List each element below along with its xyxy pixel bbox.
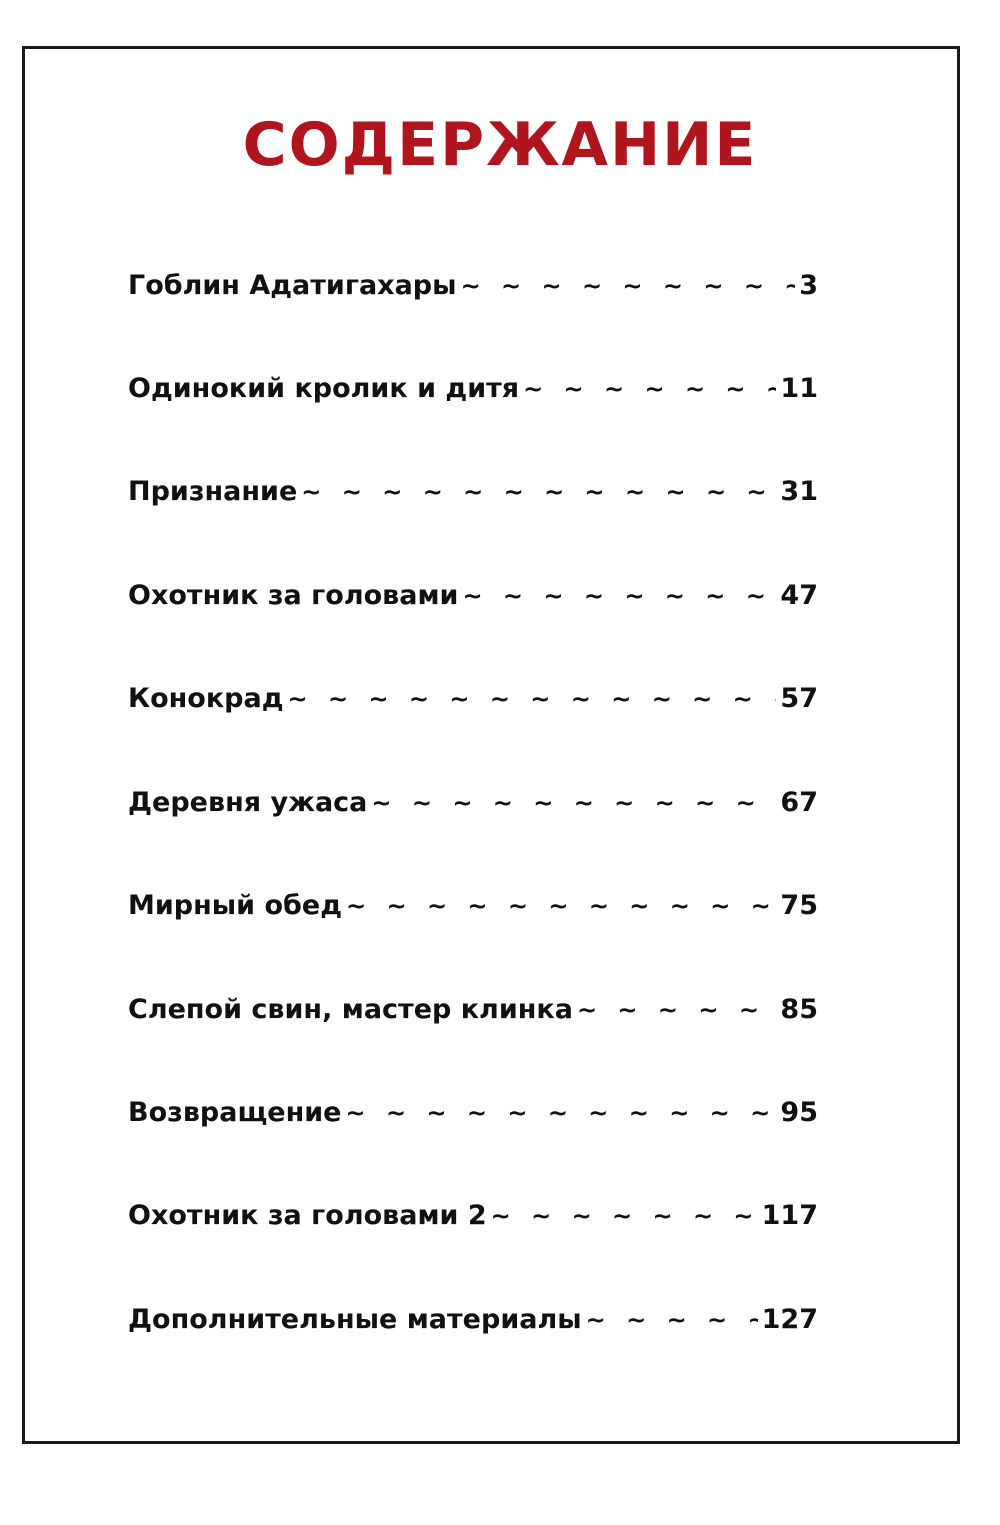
toc-entry-title: Мирный обед xyxy=(128,890,343,921)
toc-entry-title: Признание xyxy=(128,476,298,507)
toc-entry-page: 57 xyxy=(780,683,818,714)
toc-entry[interactable] xyxy=(128,1097,818,1137)
toc-entry-title: Охотник за головами 2 xyxy=(128,1200,487,1231)
toc-entry[interactable] xyxy=(128,270,818,310)
toc-entry-title: Гоблин Адатигахары xyxy=(128,270,457,301)
toc-entry-page: 67 xyxy=(780,787,818,818)
toc-entry[interactable] xyxy=(128,580,818,620)
toc-leader xyxy=(371,789,776,817)
toc-leader xyxy=(461,272,796,300)
toc-leader xyxy=(586,1306,758,1334)
toc-entry-title: Деревня ужаса xyxy=(128,787,368,818)
toc-entry-page: 95 xyxy=(780,1097,818,1128)
toc-entry[interactable] xyxy=(128,683,818,723)
toc-leader xyxy=(491,1202,758,1230)
toc-entry[interactable] xyxy=(128,890,818,930)
toc-entry-page: 75 xyxy=(780,890,818,921)
toc-leader xyxy=(288,685,777,713)
toc-entry[interactable] xyxy=(128,1304,818,1344)
toc-entry[interactable] xyxy=(128,787,818,827)
toc-entry[interactable] xyxy=(128,1200,818,1240)
page-title: СОДЕРЖАНИЕ xyxy=(242,110,758,180)
toc-entry-page: 127 xyxy=(761,1304,818,1335)
toc-entry-page: 47 xyxy=(780,580,818,611)
toc-entry[interactable] xyxy=(128,476,818,516)
toc-entry-page: 85 xyxy=(780,994,818,1025)
toc-entry-page: 117 xyxy=(761,1200,818,1231)
toc-entry-title: Одинокий кролик и дитя xyxy=(128,373,520,404)
toc-leader xyxy=(346,1099,777,1127)
toc-leader xyxy=(301,478,776,506)
toc-entry-title: Слепой свин, мастер клинка xyxy=(128,994,573,1025)
toc-leader xyxy=(462,582,776,610)
toc-leader xyxy=(577,996,776,1024)
toc-entry-title: Дополнительные материалы xyxy=(128,1304,582,1335)
toc-entry-title: Конокрад xyxy=(128,683,284,714)
toc-entry-page: 11 xyxy=(780,373,818,404)
toc-entry-title: Возвращение xyxy=(128,1097,342,1128)
toc-entry-page: 3 xyxy=(799,270,818,301)
toc-entry[interactable] xyxy=(128,373,818,413)
toc-entry-page: 31 xyxy=(780,476,818,507)
toc-entry[interactable] xyxy=(128,994,818,1034)
toc-leader xyxy=(346,892,776,920)
toc-entry-title: Охотник за головами xyxy=(128,580,459,611)
toc-leader xyxy=(523,375,776,403)
